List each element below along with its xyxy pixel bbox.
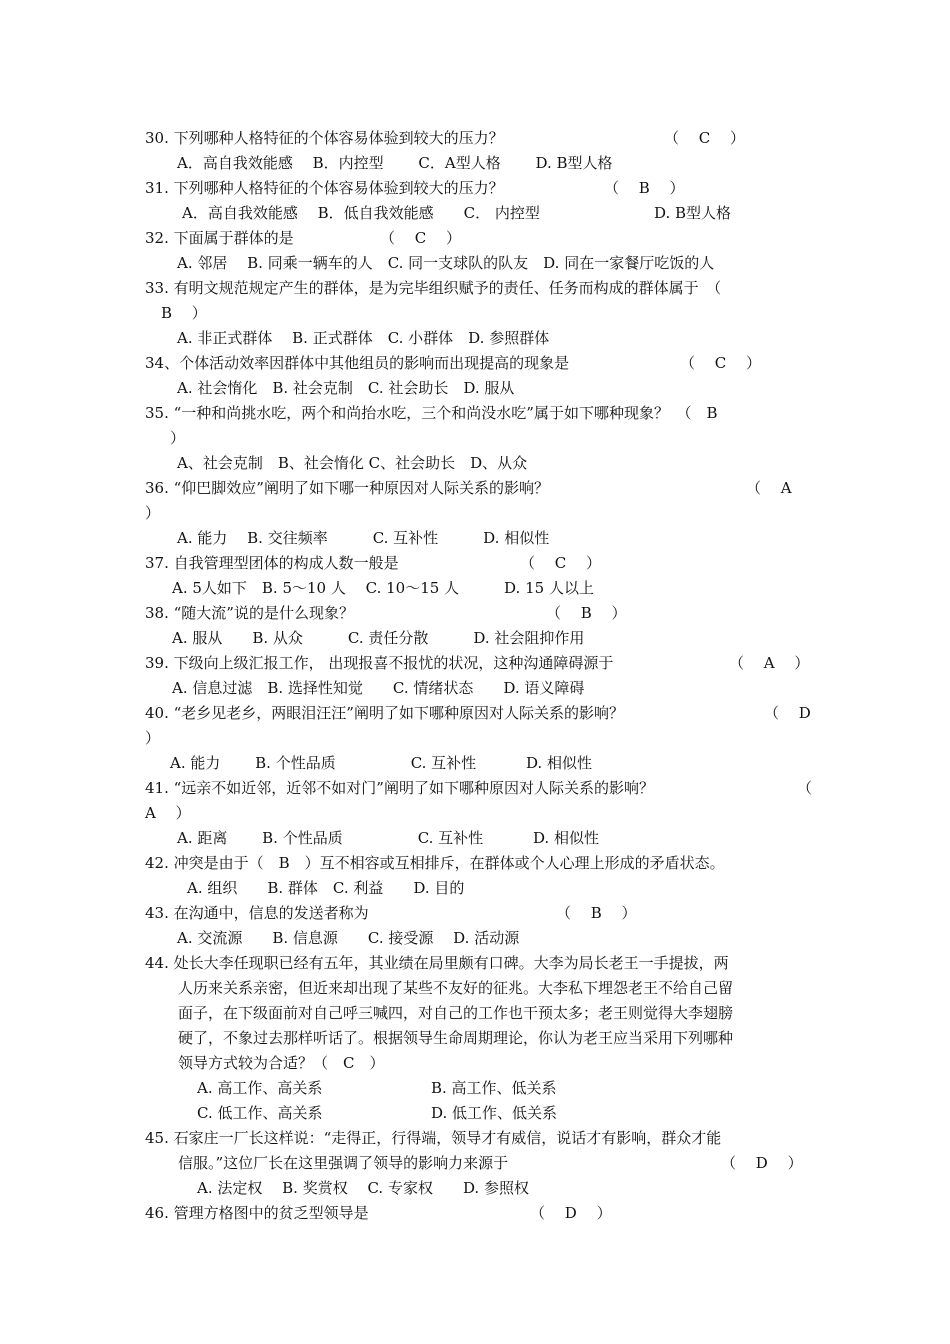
text-line: 35. “一种和尚挑水吃，两个和尚抬水吃，三个和尚没水吃”属于如下哪种现象？ （ B bbox=[145, 404, 718, 422]
text-line: ） bbox=[145, 729, 161, 747]
text-line: ） bbox=[145, 504, 161, 522]
text-line: A. 能力 B. 交往频率 C. 互补性 D. 相似性 bbox=[177, 529, 550, 547]
text-line: B. 高工作、低关系 bbox=[431, 1079, 557, 1097]
text-line: 41. “远亲不如近邻，近邻不如对门”阐明了如下哪种原因对人际关系的影响？ bbox=[145, 779, 654, 797]
text-line: D. B型人格 bbox=[654, 204, 732, 222]
text-line: B ） bbox=[161, 304, 207, 322]
text-line: 42. 冲突是由于（ B ）互不相容或互相排斥，在群体或个人心理上形成的矛盾状态。 bbox=[145, 854, 725, 872]
text-line: （ bbox=[797, 779, 813, 797]
text-line: 信服。”这位厂长在这里强调了领导的影响力来源于 bbox=[178, 1154, 509, 1172]
text-line: （ D bbox=[764, 704, 811, 722]
text-line: C. 低工作、高关系 bbox=[197, 1104, 323, 1122]
text-line: （ C ） bbox=[380, 229, 462, 247]
text-line: A. 法定权 B. 奖赏权 C. 专家权 D. 参照权 bbox=[197, 1179, 529, 1197]
text-line: （ B ） bbox=[556, 904, 637, 922]
text-line: A．高自我效能感 B．低自我效能感 C． 内控型 bbox=[182, 204, 540, 222]
text-line: A. 组织 B. 群体 C. 利益 D. 目的 bbox=[187, 879, 465, 897]
text-line: 40. “老乡见老乡，两眼泪汪汪”阐明了如下哪种原因对人际关系的影响？ bbox=[145, 704, 624, 722]
text-line: （ D ） bbox=[721, 1154, 803, 1172]
text-line: 人历来关系亲密，但近来却出现了某些不友好的征兆。大李私下埋怨老王不给自己留 bbox=[178, 979, 734, 997]
text-line: 硬了，不象过去那样听话了。根据领导生命周期理论，你认为老王应当采用下列哪种 bbox=[178, 1029, 734, 1047]
text-line: 46. 管理方格图中的贫乏型领导是 bbox=[145, 1204, 369, 1222]
text-line: 30. 下列哪种人格特征的个体容易体验到较大的压力？ bbox=[145, 129, 504, 147]
text-line: 38. “随大流”说的是什么现象？ bbox=[145, 604, 354, 622]
text-line: 31. 下列哪种人格特征的个体容易体验到较大的压力？ bbox=[145, 179, 504, 197]
text-line: A、社会克制 B、社会惰化 C、社会助长 D、从众 bbox=[177, 454, 528, 472]
text-line: （ D ） bbox=[530, 1204, 612, 1222]
text-line: A ） bbox=[145, 804, 191, 822]
text-line: 37. 自我管理型团体的构成人数一般是 bbox=[145, 554, 399, 572]
text-line: A. 距离 B. 个性品质 C. 互补性 D. 相似性 bbox=[177, 829, 599, 847]
text-line: D. 低工作、低关系 bbox=[431, 1104, 558, 1122]
text-line: 39. 下级向上级汇报工作， 出现报喜不报忧的状况，这种沟通障碍源于 bbox=[145, 654, 614, 672]
text-line: A. 信息过滤 B. 选择性知觉 C. 情绪状态 D. 语义障碍 bbox=[172, 679, 585, 697]
text-line: 45. 石家庄一厂长这样说：“走得正，行得端，领导才有威信，说话才有影响，群众才能 bbox=[145, 1129, 722, 1147]
text-line: 44. 处长大李任现职已经有五年，其业绩在局里颇有口碑。大李为局长老王一手提拔，两 bbox=[145, 954, 729, 972]
text-line: （ C ） bbox=[664, 129, 746, 147]
text-line: A. 服从 B. 从众 C. 责任分散 D. 社会阻抑作用 bbox=[172, 629, 585, 647]
text-line: ） bbox=[170, 429, 186, 447]
text-line: （ A ） bbox=[729, 654, 810, 672]
text-line: 36. “仰巴脚效应”阐明了如下哪一种原因对人际关系的影响？ bbox=[145, 479, 549, 497]
text-line: A. 社会惰化 B. 社会克制 C. 社会助长 D. 服从 bbox=[177, 379, 515, 397]
text-line: 33. 有明文规范规定产生的群体，是为完毕组织赋予的责任、任务而构成的群体属于 （ bbox=[145, 279, 722, 297]
text-line: 32. 下面属于群体的是 bbox=[145, 229, 294, 247]
text-line: （ B ） bbox=[546, 604, 627, 622]
text-line: （ B ） bbox=[604, 179, 685, 197]
text-line: （ C ） bbox=[520, 554, 602, 572]
text-line: A. 能力 B. 个性品质 C. 互补性 D. 相似性 bbox=[170, 754, 592, 772]
text-line: A. 高工作、高关系 bbox=[197, 1079, 323, 1097]
text-line: 领导方式较为合适？（ C ） bbox=[178, 1054, 385, 1072]
text-line: A．高自我效能感 B．内控型 C．A型人格 D. B型人格 bbox=[177, 154, 613, 172]
text-line: A. 非正式群体 B. 正式群体 C. 小群体 D. 参照群体 bbox=[177, 329, 550, 347]
text-line: A. 5人如下 B. 5～10 人 C. 10～15 人 D. 15 人以上 bbox=[172, 579, 594, 597]
text-line: A. 邻居 B. 同乘一辆车的人 C. 同一支球队的队友 D. 同在一家餐厅吃饭的人 bbox=[177, 254, 715, 272]
text-line: （ C ） bbox=[680, 354, 762, 372]
text-line: 面子，在下级面前对自己呼三喊四，对自己的工作也干预太多；老王则觉得大李翅膀 bbox=[178, 1004, 734, 1022]
text-line: 34、个体活动效率因群体中其他组员的影响而出现提高的现象是 bbox=[145, 354, 570, 372]
text-line: （ A bbox=[746, 479, 792, 497]
text-line: 43. 在沟通中，信息的发送者称为 bbox=[145, 904, 369, 922]
text-line: A. 交流源 B. 信息源 C. 接受源 D. 活动源 bbox=[177, 929, 520, 947]
